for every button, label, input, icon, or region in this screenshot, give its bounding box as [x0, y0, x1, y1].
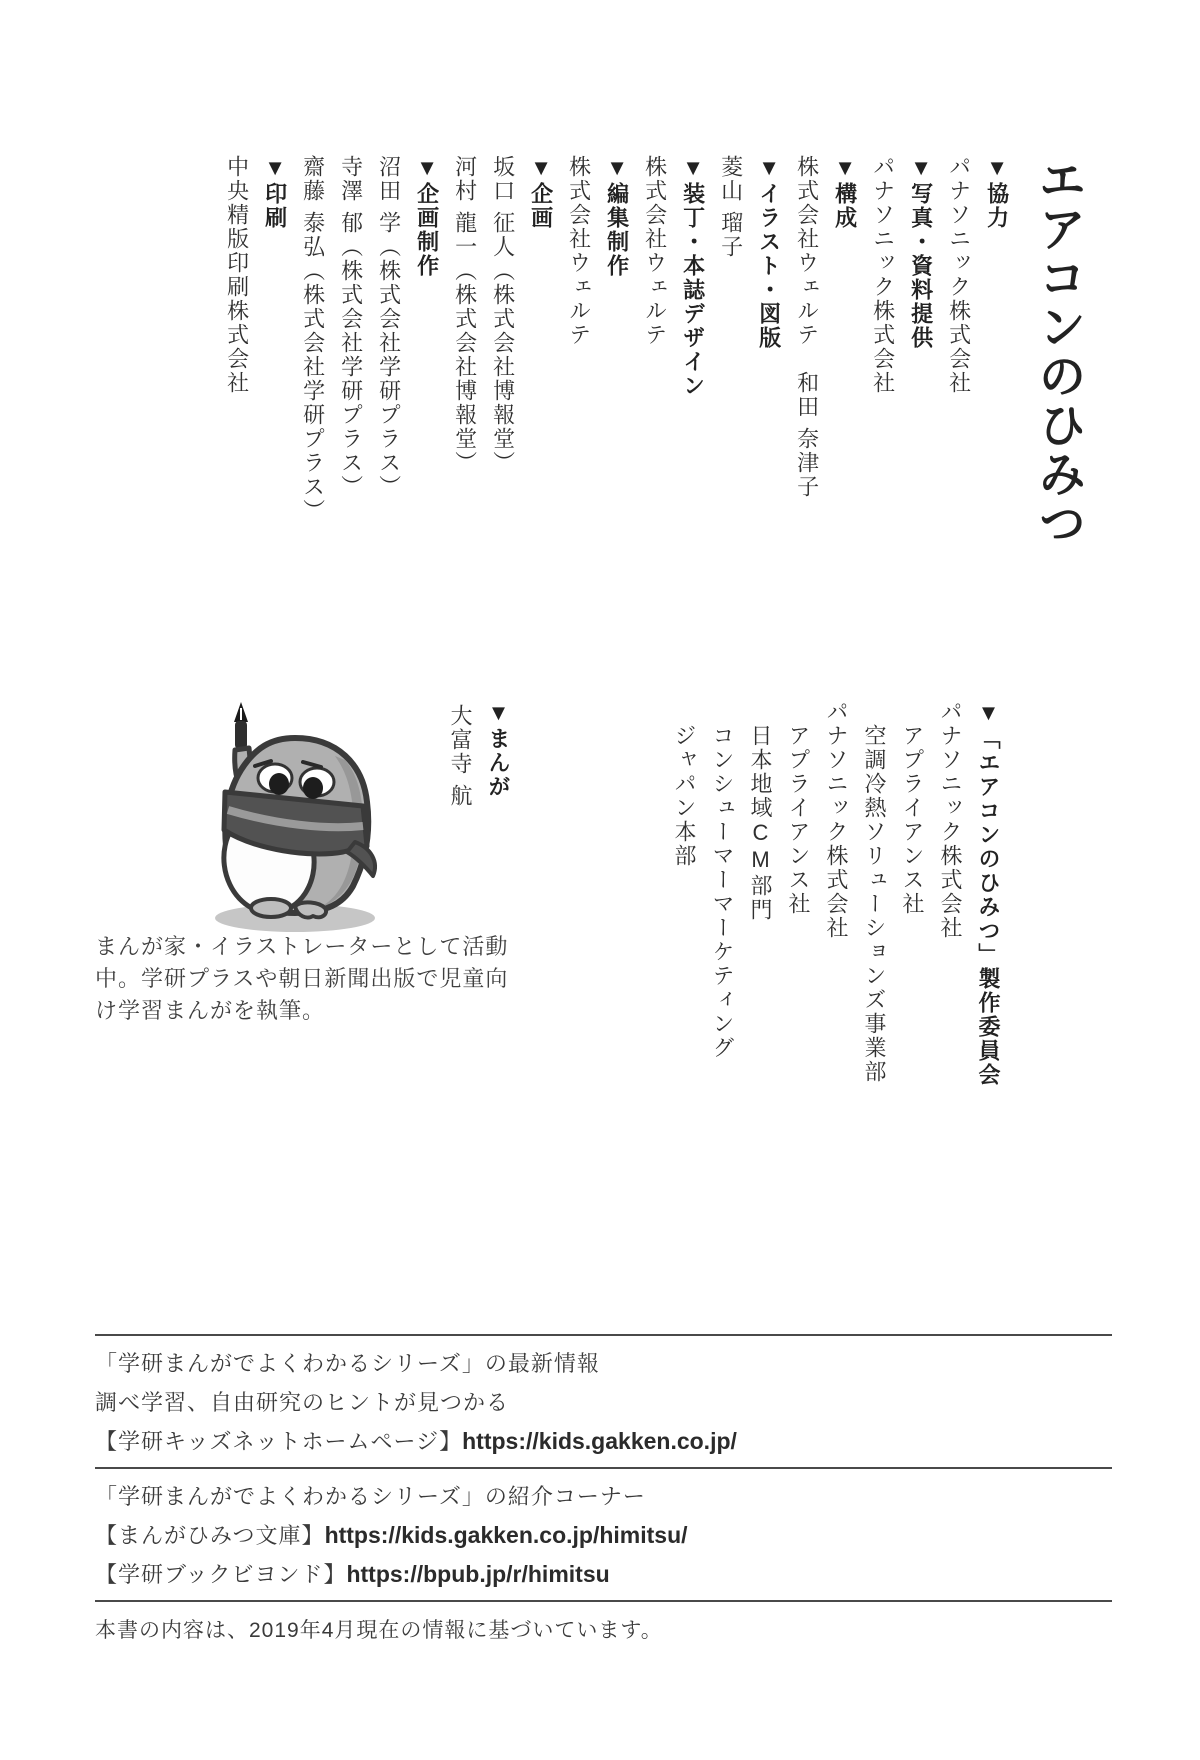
credit-heading-kikaku: ▼企画 [528, 155, 554, 230]
himitsu-bunko-label: 【まんがひみつ文庫】 [95, 1523, 325, 1548]
book-beyond-url: https://bpub.jp/r/himitsu [346, 1561, 610, 1587]
author-bio [95, 931, 525, 1027]
credit-value: パナソニック株式会社 [946, 155, 972, 395]
credit-heading-kyoryoku: ▼協力 [984, 155, 1010, 230]
committee-heading: ▼「エアコンのひみつ」製作委員会 [976, 700, 1001, 1087]
credit-value: 齋藤 泰弘（株式会社学研プラス） [300, 155, 326, 524]
manga-heading: ▼まんが [486, 700, 511, 799]
credit-heading-kosei: ▼構成 [832, 155, 858, 230]
penguin-mascot-illustration [195, 700, 385, 935]
credit-value: 株式会社ウェルテ [566, 155, 592, 347]
credit-heading-henshu: ▼編集制作 [604, 155, 630, 278]
committee-block [657, 700, 1007, 1120]
credit-value: 中央精版印刷株式会社 [224, 155, 250, 395]
himitsu-bunko-link-line [95, 1516, 1112, 1555]
credit-heading-insatsu: ▼印刷 [262, 155, 288, 230]
credit-value: 河村 龍一（株式会社博報堂） [452, 155, 478, 476]
kids-net-url: https://kids.gakken.co.jp/ [462, 1428, 737, 1454]
edition-note: 本書の内容は、2019年4月現在の情報に基づいています。 [95, 1619, 663, 1642]
committee-member: パナソニック株式会社 [824, 700, 849, 940]
credit-value: 菱山 瑠子 [718, 155, 744, 260]
credit-heading-kikakuseisaku: ▼企画制作 [414, 155, 440, 278]
series-info-section [95, 1336, 1112, 1467]
credit-value: パナソニック株式会社 [870, 155, 896, 395]
credits-block [210, 155, 1082, 625]
committee-member: 日本地域CM部門 [748, 724, 773, 922]
credit-value: 株式会社ウェルテ 和田 奈津子 [794, 155, 820, 500]
committee-member: アプライアンス社 [900, 724, 925, 916]
kids-net-link-line [95, 1422, 1112, 1461]
page-title: エアコンのひみつ [1031, 155, 1084, 547]
divider [95, 1600, 1112, 1602]
credit-value: 坂口 征人（株式会社博報堂） [490, 155, 516, 476]
credit-heading-sotei: ▼装丁・本誌デザイン [680, 155, 706, 398]
credit-heading-illust: ▼イラスト・図版 [756, 155, 782, 350]
committee-member: コンシューマーマーケティング [710, 724, 735, 1060]
committee-member: ジャパン本部 [672, 724, 697, 868]
book-beyond-label: 【学研ブックビヨンド】 [95, 1562, 347, 1587]
kids-net-label: 【学研キッズネットホームページ】 [95, 1429, 463, 1454]
intro-corner-section [95, 1469, 1112, 1600]
bio-line: 中。学研プラスや朝日新聞出版で児童向 [95, 966, 509, 991]
intro-corner-line: 「学研まんがでよくわかるシリーズ」の紹介コーナー [95, 1484, 646, 1509]
credit-value: 沼田 学（株式会社学研プラス） [376, 155, 402, 500]
book-beyond-link-line [95, 1555, 1112, 1594]
pen-icon [234, 702, 248, 749]
manga-author-name: 大富寺 航 [448, 704, 473, 809]
committee-member: パナソニック株式会社 [938, 700, 963, 940]
footer-info [95, 1334, 1112, 1644]
bio-line: け学習まんがを執筆。 [95, 998, 326, 1023]
series-info-line: 「学研まんがでよくわかるシリーズ」の最新情報 [95, 1351, 600, 1376]
manga-credit-block [433, 700, 517, 920]
himitsu-bunko-url: https://kids.gakken.co.jp/himitsu/ [324, 1522, 688, 1548]
bio-line: まんが家・イラストレーターとして活動 [95, 934, 509, 959]
series-info-line: 調べ学習、自由研究のヒントが見つかる [95, 1390, 510, 1415]
credit-value: 株式会社ウェルテ [642, 155, 668, 347]
credit-value: 寺澤 郁（株式会社学研プラス） [338, 155, 364, 500]
committee-member: 空調冷熱ソリューションズ事業部 [862, 724, 887, 1084]
credit-heading-shashin: ▼写真・資料提供 [908, 155, 934, 350]
committee-member: アプライアンス社 [786, 724, 811, 916]
